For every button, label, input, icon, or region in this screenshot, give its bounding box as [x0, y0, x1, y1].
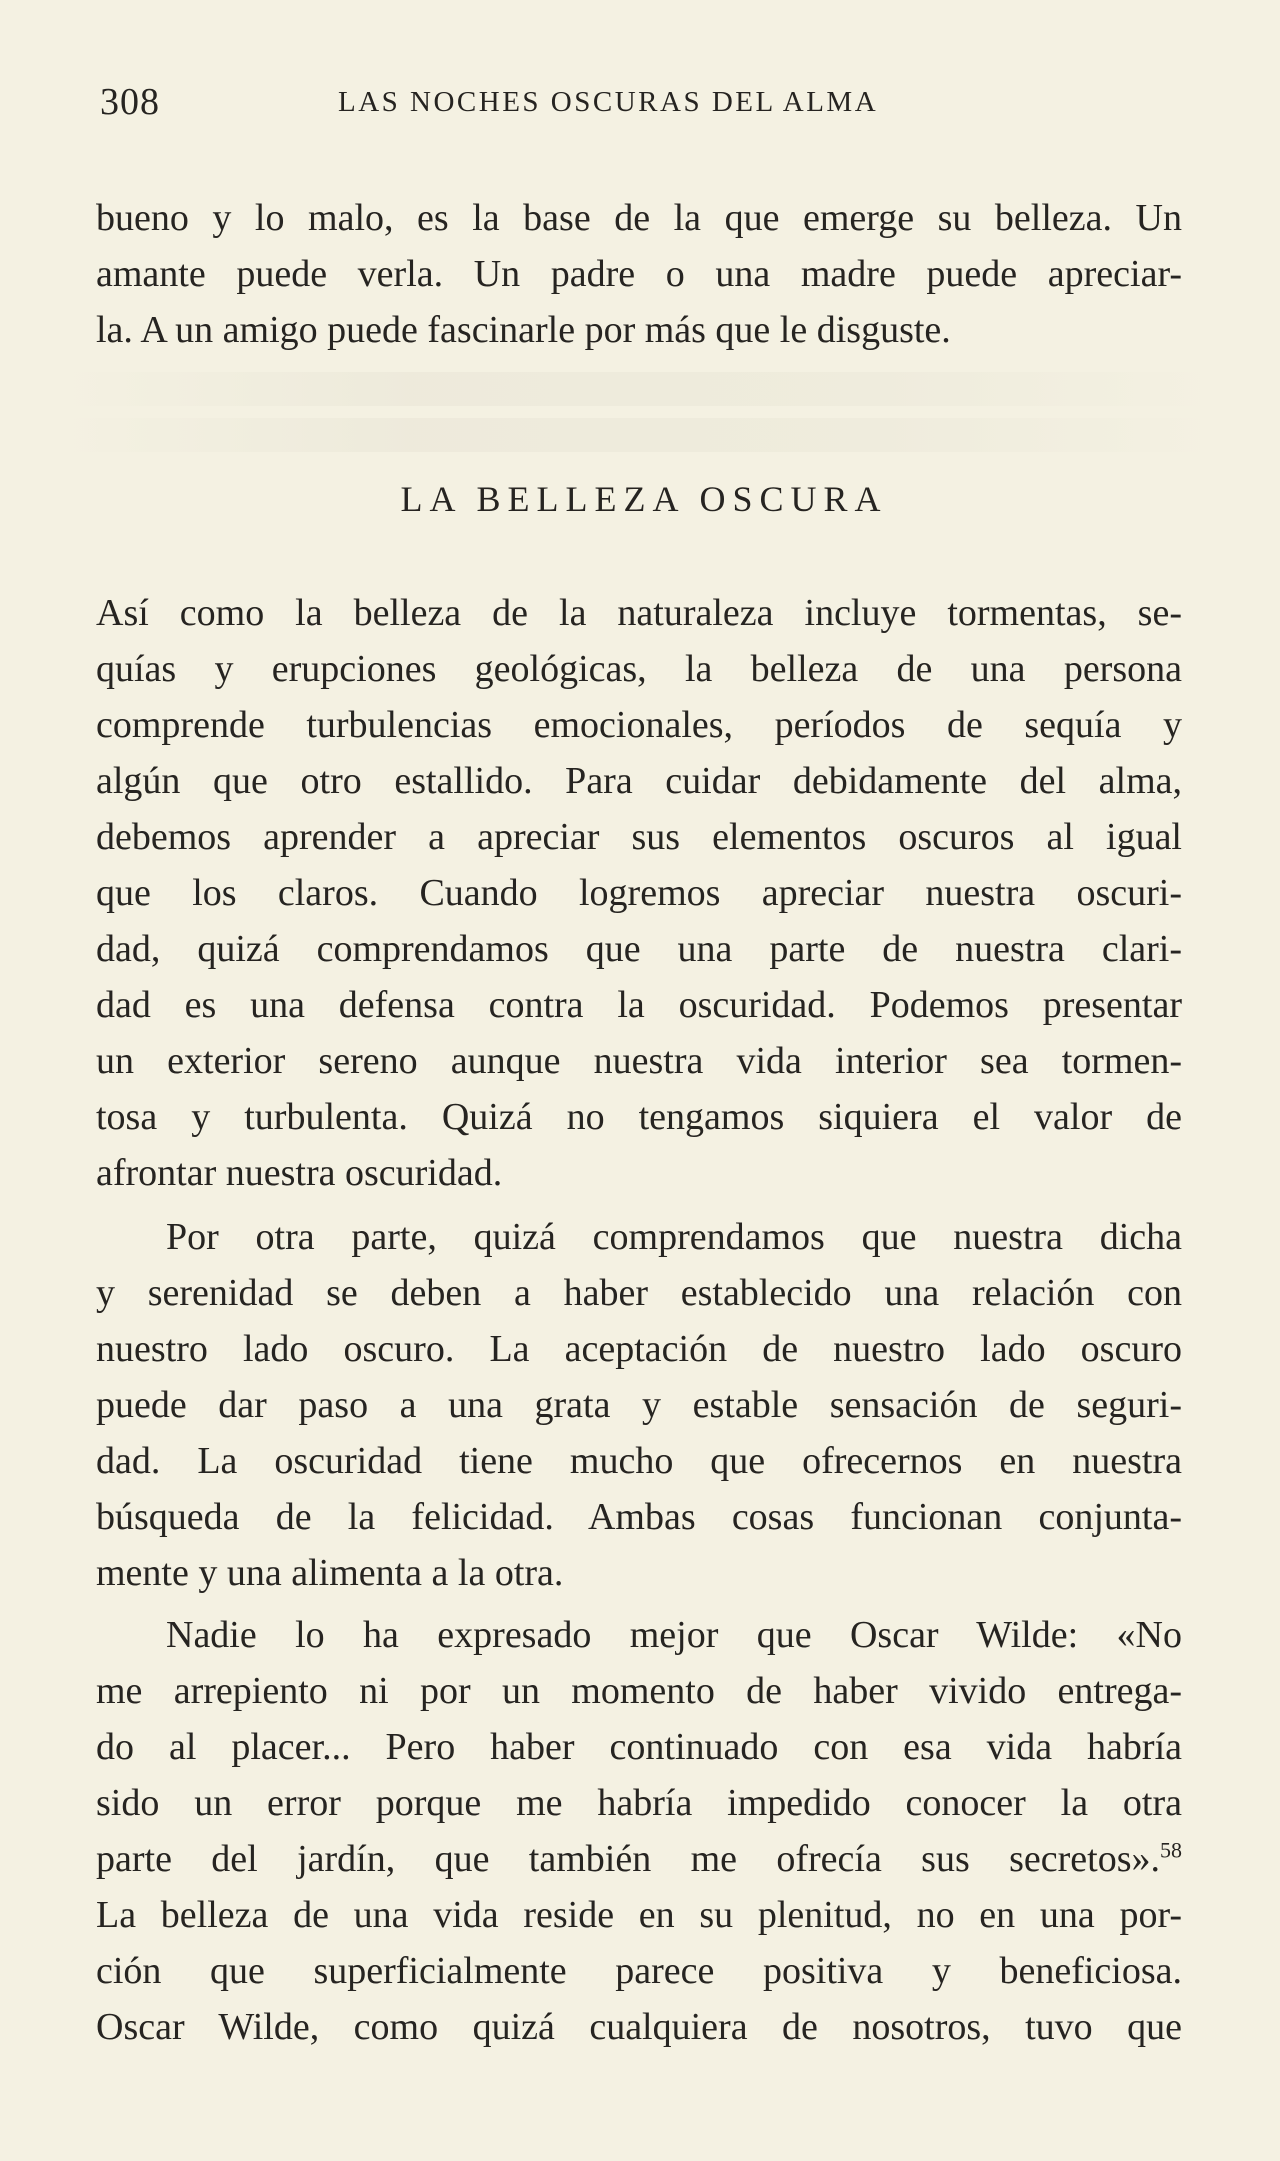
text-line: que los claros. Cuando logremos apreciar nuestra oscuri-	[96, 872, 1182, 914]
footnote-reference: 58	[1160, 1837, 1182, 1863]
text-line: un exterior sereno aunque nuestra vida interior sea tormen-	[96, 1040, 1182, 1082]
text-line: la. A un amigo puede fascinarle por más que le disguste.	[96, 309, 951, 351]
text-line: sido un error porque me habría impedido conocer la otra	[96, 1782, 1182, 1824]
text-line: do al placer... Pero haber continuado con esa vida habría	[96, 1726, 1182, 1768]
scan-smudge	[60, 418, 1220, 452]
text-line: mente y una alimenta a la otra.	[96, 1552, 564, 1594]
text-line: búsqueda de la felicidad. Ambas cosas funcionan conjunta-	[96, 1496, 1182, 1538]
text-line: dad es una defensa contra la oscuridad. Podemos presentar	[96, 984, 1182, 1026]
running-header	[100, 80, 1200, 130]
text-line: Por otra parte, quizá comprendamos que nuestra dicha	[166, 1216, 1182, 1258]
section-title: LA BELLEZA OSCURA	[400, 479, 888, 519]
text-line: bueno y lo malo, es la base de la que emerge su belleza. Un	[96, 197, 1182, 239]
text-line: puede dar paso a una grata y estable sensación de seguri-	[96, 1384, 1182, 1426]
text-line: Oscar Wilde, como quizá cualquiera de nosotros, tuvo que	[96, 2006, 1182, 2048]
text-line: tosa y turbulenta. Quizá no tengamos siquiera el valor de	[96, 1096, 1182, 1138]
text-line: afrontar nuestra oscuridad.	[96, 1152, 503, 1194]
text-line: dad, quizá comprendamos que una parte de nuestra clari-	[96, 928, 1182, 970]
scan-smudge	[60, 372, 1220, 406]
text-line: quías y erupciones geológicas, la belleza de una persona	[96, 648, 1182, 690]
text-line: comprende turbulencias emocionales, períodos de sequía y	[96, 704, 1182, 746]
text-line: nuestro lado oscuro. La aceptación de nuestro lado oscuro	[96, 1328, 1182, 1370]
text-line: Nadie lo ha expresado mejor que Oscar Wilde: «No	[166, 1614, 1182, 1656]
text-line-with-footnote	[96, 1835, 1182, 1883]
text-line: algún que otro estallido. Para cuidar debidamente del alma,	[96, 760, 1182, 802]
text-line: parte del jardín, que también me ofrecía sus secretos».	[96, 1838, 1160, 1880]
running-title: LAS NOCHES OSCURAS DEL ALMA	[338, 86, 879, 118]
text-line: debemos aprender a apreciar sus elementos oscuros al igual	[96, 816, 1182, 858]
page-number: 308	[100, 81, 160, 123]
text-line: amante puede verla. Un padre o una madre puede apreciar-	[96, 253, 1182, 295]
text-line: ción que superficialmente parece positiva y beneficiosa.	[96, 1950, 1182, 1992]
text-line: Así como la belleza de la naturaleza incluye tormentas, se-	[96, 592, 1182, 634]
text-line: dad. La oscuridad tiene mucho que ofrecernos en nuestra	[96, 1440, 1182, 1482]
text-line: La belleza de una vida reside en su plenitud, no en una por-	[96, 1894, 1182, 1936]
text-line: me arrepiento ni por un momento de haber vivido entrega-	[96, 1670, 1182, 1712]
text-line: y serenidad se deben a haber establecido una relación con	[96, 1272, 1182, 1314]
